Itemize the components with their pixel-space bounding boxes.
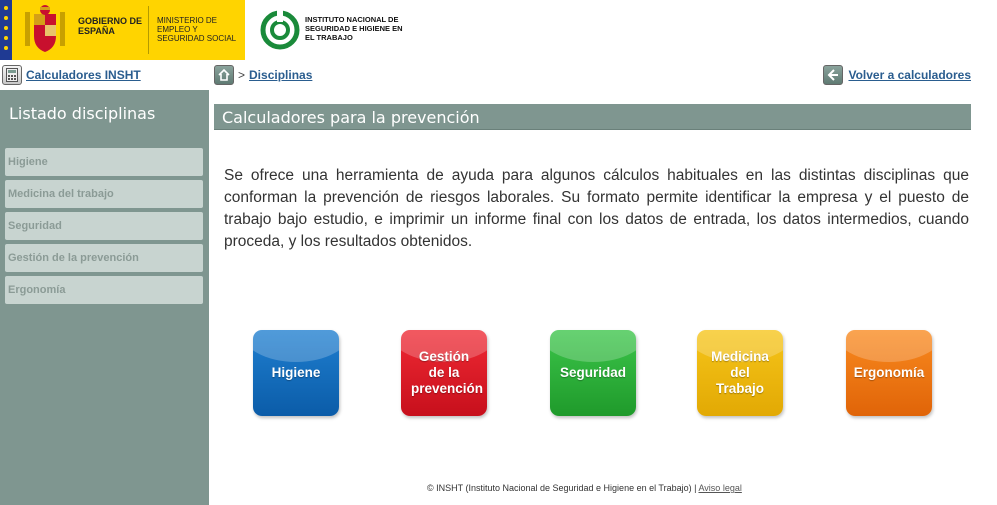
- tile-gestion-de-la-prevencion[interactable]: [401, 330, 487, 416]
- government-name: GOBIERNO DE ESPAÑA: [78, 16, 143, 36]
- breadcrumb-separator: >: [238, 68, 246, 82]
- sidebar-item-medicina-del-trabajo[interactable]: Medicina del trabajo: [5, 180, 203, 208]
- tile-label: Medicina del Trabajo: [711, 349, 769, 396]
- back-nav[interactable]: [823, 65, 971, 85]
- government-banner: [0, 0, 245, 60]
- tile-label: Gestión de la prevención: [411, 349, 484, 396]
- home-icon[interactable]: [214, 65, 234, 85]
- tile-label: Seguridad: [559, 365, 626, 380]
- legal-notice-link[interactable]: Aviso legal: [698, 483, 742, 493]
- back-arrow-icon[interactable]: [823, 65, 843, 85]
- tile-label: Ergonomía: [853, 365, 925, 380]
- navigation-bar: [0, 60, 997, 90]
- sidebar: [0, 90, 209, 505]
- footer: [427, 483, 742, 493]
- ministry-name: MINISTERIO DE EMPLEO Y SEGURIDAD SOCIAL: [157, 16, 237, 43]
- sidebar-item-ergonomia[interactable]: Ergonomía: [5, 276, 203, 304]
- sidebar-item-gestion-de-la-prevencion[interactable]: Gestión de la prevención: [5, 244, 203, 272]
- tile-label: Higiene: [271, 365, 321, 380]
- coat-of-arms-icon: [22, 4, 68, 56]
- site-header: [0, 0, 997, 60]
- calculators-link[interactable]: Calculadores INSHT: [26, 68, 141, 82]
- page-title: Calculadores para la prevención: [222, 108, 480, 127]
- back-to-calculators-link[interactable]: Volver a calculadores: [848, 68, 971, 82]
- copyright-text: © INSHT (Instituto Nacional de Seguridad e Higiene en el Trabajo) |: [427, 483, 697, 493]
- sidebar-item-seguridad[interactable]: Seguridad: [5, 212, 203, 240]
- calculators-nav[interactable]: [2, 65, 141, 85]
- tile-seguridad[interactable]: [550, 330, 636, 416]
- calculator-icon[interactable]: [2, 65, 22, 85]
- sidebar-item-higiene[interactable]: Higiene: [5, 148, 203, 176]
- eu-flag-stripe: [0, 0, 12, 60]
- sidebar-title: Listado disciplinas: [9, 104, 156, 123]
- intro-text: Se ofrece una herramienta de ayuda para algunos cálculos habituales en las distintas disciplinas que conforman la prevención de riesgos laborales. Su formato permite identificar la empresa y el puesto de trabajo bajo estudio, e imprimir un informe final con los datos de entrada, los datos intermedios, cuando proceda, y los resultados obtenidos.: [224, 167, 969, 250]
- institute-name: INSTITUTO NACIONAL DE SEGURIDAD E HIGIENE EN EL TRABAJO: [305, 15, 403, 42]
- breadcrumb: [214, 65, 312, 85]
- tile-ergonomia[interactable]: [846, 330, 932, 416]
- main-title-bar: [214, 104, 971, 130]
- tile-medicina-del-trabajo[interactable]: [697, 330, 783, 416]
- tile-higiene[interactable]: [253, 330, 339, 416]
- insht-logo-icon: [260, 10, 300, 50]
- disciplines-link[interactable]: Disciplinas: [249, 68, 313, 82]
